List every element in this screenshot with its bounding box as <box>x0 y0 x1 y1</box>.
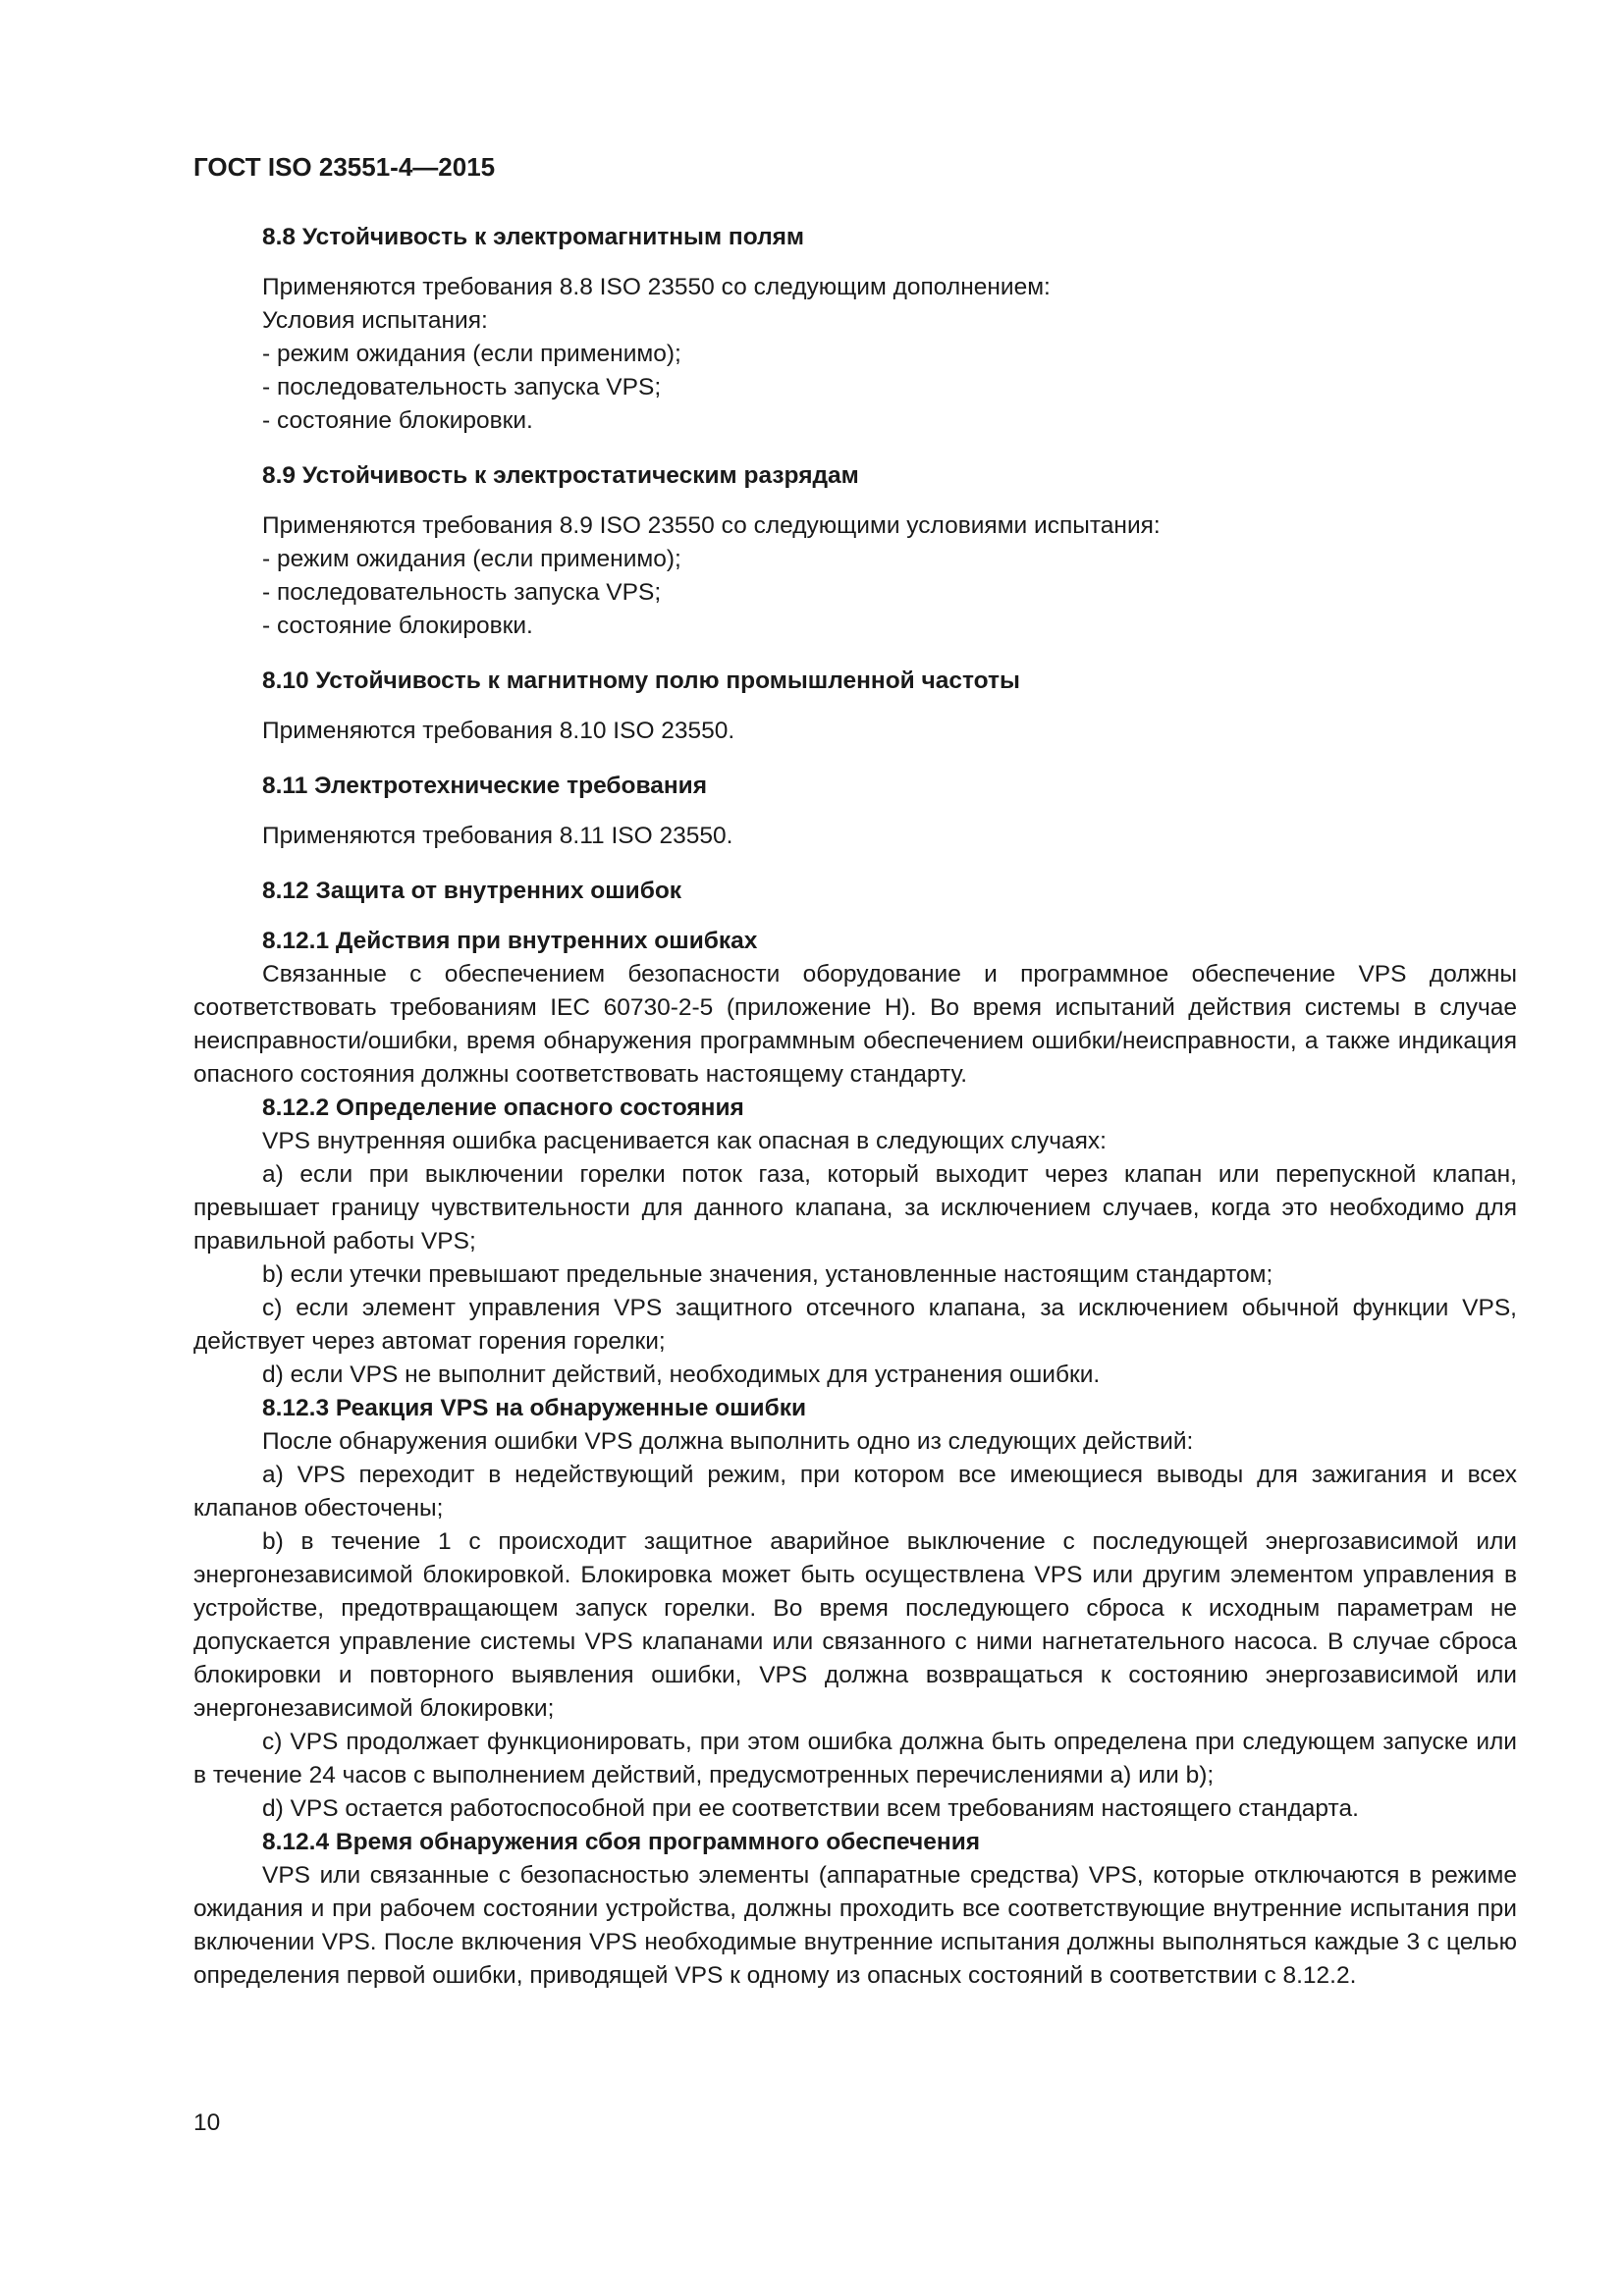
list-item: - режим ожидания (если применимо); <box>262 546 681 572</box>
list-item: a) VPS переходит в недействующий режим, при котором все имеющиеся выводы для зажигания и всех клапанов обесточены; <box>193 1462 1517 1522</box>
subsection-heading-8-12-2: 8.12.2 Определение опасного состояния <box>262 1095 744 1121</box>
list-item: d) если VPS не выполнит действий, необходимых для устранения ошибки. <box>262 1362 1101 1388</box>
list-item: - состояние блокировки. <box>262 407 533 434</box>
list-item: - состояние блокировки. <box>262 613 533 639</box>
section-heading-8-12: 8.12 Защита от внутренних ошибок <box>262 878 682 904</box>
section-heading-8-11: 8.11 Электротехнические требования <box>262 773 707 799</box>
subsection-heading-8-12-3: 8.12.3 Реакция VPS на обнаруженные ошибки <box>262 1395 807 1421</box>
paragraph: После обнаружения ошибки VPS должна выполнить одно из следующих действий: <box>262 1428 1194 1455</box>
document-header: ГОСТ ISO 23551-4—2015 <box>193 152 496 182</box>
section-heading-8-8: 8.8 Устойчивость к электромагнитным полям <box>262 224 805 250</box>
subsection-heading-8-12-4: 8.12.4 Время обнаружения сбоя программного обеспечения <box>262 1829 981 1855</box>
paragraph: VPS внутренняя ошибка расценивается как опасная в следующих случаях: <box>262 1128 1107 1154</box>
list-item: - режим ожидания (если применимо); <box>262 341 681 367</box>
paragraph: Применяются требования 8.10 ISO 23550. <box>262 718 735 744</box>
section-heading-8-9: 8.9 Устойчивость к электростатическим разрядам <box>262 462 859 489</box>
page-number: 10 <box>193 2109 221 2136</box>
paragraph: Связанные с обеспечением безопасности оборудование и программное обеспечение VPS должны соответствовать требованиям IEC 60730-2-5 (приложение H). Во время испытаний действия системы в случае неисправности/ошибки, время обнаружения программным обеспечением ошибки/неисправности, а также индикация опасного состояния должны соответствовать настоящему стандарту. <box>193 961 1517 1088</box>
list-item: a) если при выключении горелки поток газа, который выходит через клапан или перепускной клапан, превышает границу чувствительности для данного клапана, за исключением случаев, когда это необходимо для правильной работы VPS; <box>193 1161 1517 1255</box>
subsection-heading-8-12-1: 8.12.1 Действия при внутренних ошибках <box>262 928 758 954</box>
list-item: b) если утечки превышают предельные значения, установленные настоящим стандартом; <box>262 1261 1273 1288</box>
list-item: b) в течение 1 с происходит защитное аварийное выключение с последующей энергозависимой или энергонезависимой блокировкой. Блокировка может быть осуществлена VPS или другим элементом управления в устройстве, предотвращающем запуск горелки. Во время последующего сброса к исходным параметрам не допускается управление системы VPS клапанами или связанного с ними нагнетательного насоса. В случае сброса блокировки и повторного выявления ошибки, VPS должна возвращаться к состоянию энергозависимой или энергонезависимой блокировки; <box>193 1528 1517 1722</box>
list-item: d) VPS остается работоспособной при ее соответствии всем требованиям настоящего стандарта. <box>262 1795 1359 1822</box>
paragraph-line: Применяются требования 8.8 ISO 23550 со следующим дополнением: <box>262 274 1051 300</box>
list-item: c) если элемент управления VPS защитного отсечного клапана, за исключением обычной функции VPS, действует через автомат горения горелки; <box>193 1295 1517 1355</box>
paragraph-line: Применяются требования 8.9 ISO 23550 со следующими условиями испытания: <box>262 512 1161 539</box>
document-body <box>193 221 1517 1993</box>
paragraph-line: Условия испытания: <box>262 307 488 334</box>
section-heading-8-10: 8.10 Устойчивость к магнитному полю промышленной частоты <box>262 667 1020 694</box>
paragraph: Применяются требования 8.11 ISO 23550. <box>262 823 733 849</box>
paragraph: VPS или связанные с безопасностью элементы (аппаратные средства) VPS, которые отключаются в режиме ожидания и при рабочем состоянии устройства, должны проходить все соответствующие внутренние испытания при включении VPS. После включения VPS необходимые внутренние испытания должны выполняться каждые 3 с целью определения первой ошибки, приводящей VPS к одному из опасных состояний в соответствии с 8.12.2. <box>193 1862 1517 1989</box>
list-item: - последовательность запуска VPS; <box>262 374 662 400</box>
list-item: - последовательность запуска VPS; <box>262 579 662 606</box>
list-item: c) VPS продолжает функционировать, при этом ошибка должна быть определена при следующем запуске или в течение 24 часов с выполнением действий, предусмотренных перечислениями a) или b); <box>193 1729 1517 1789</box>
